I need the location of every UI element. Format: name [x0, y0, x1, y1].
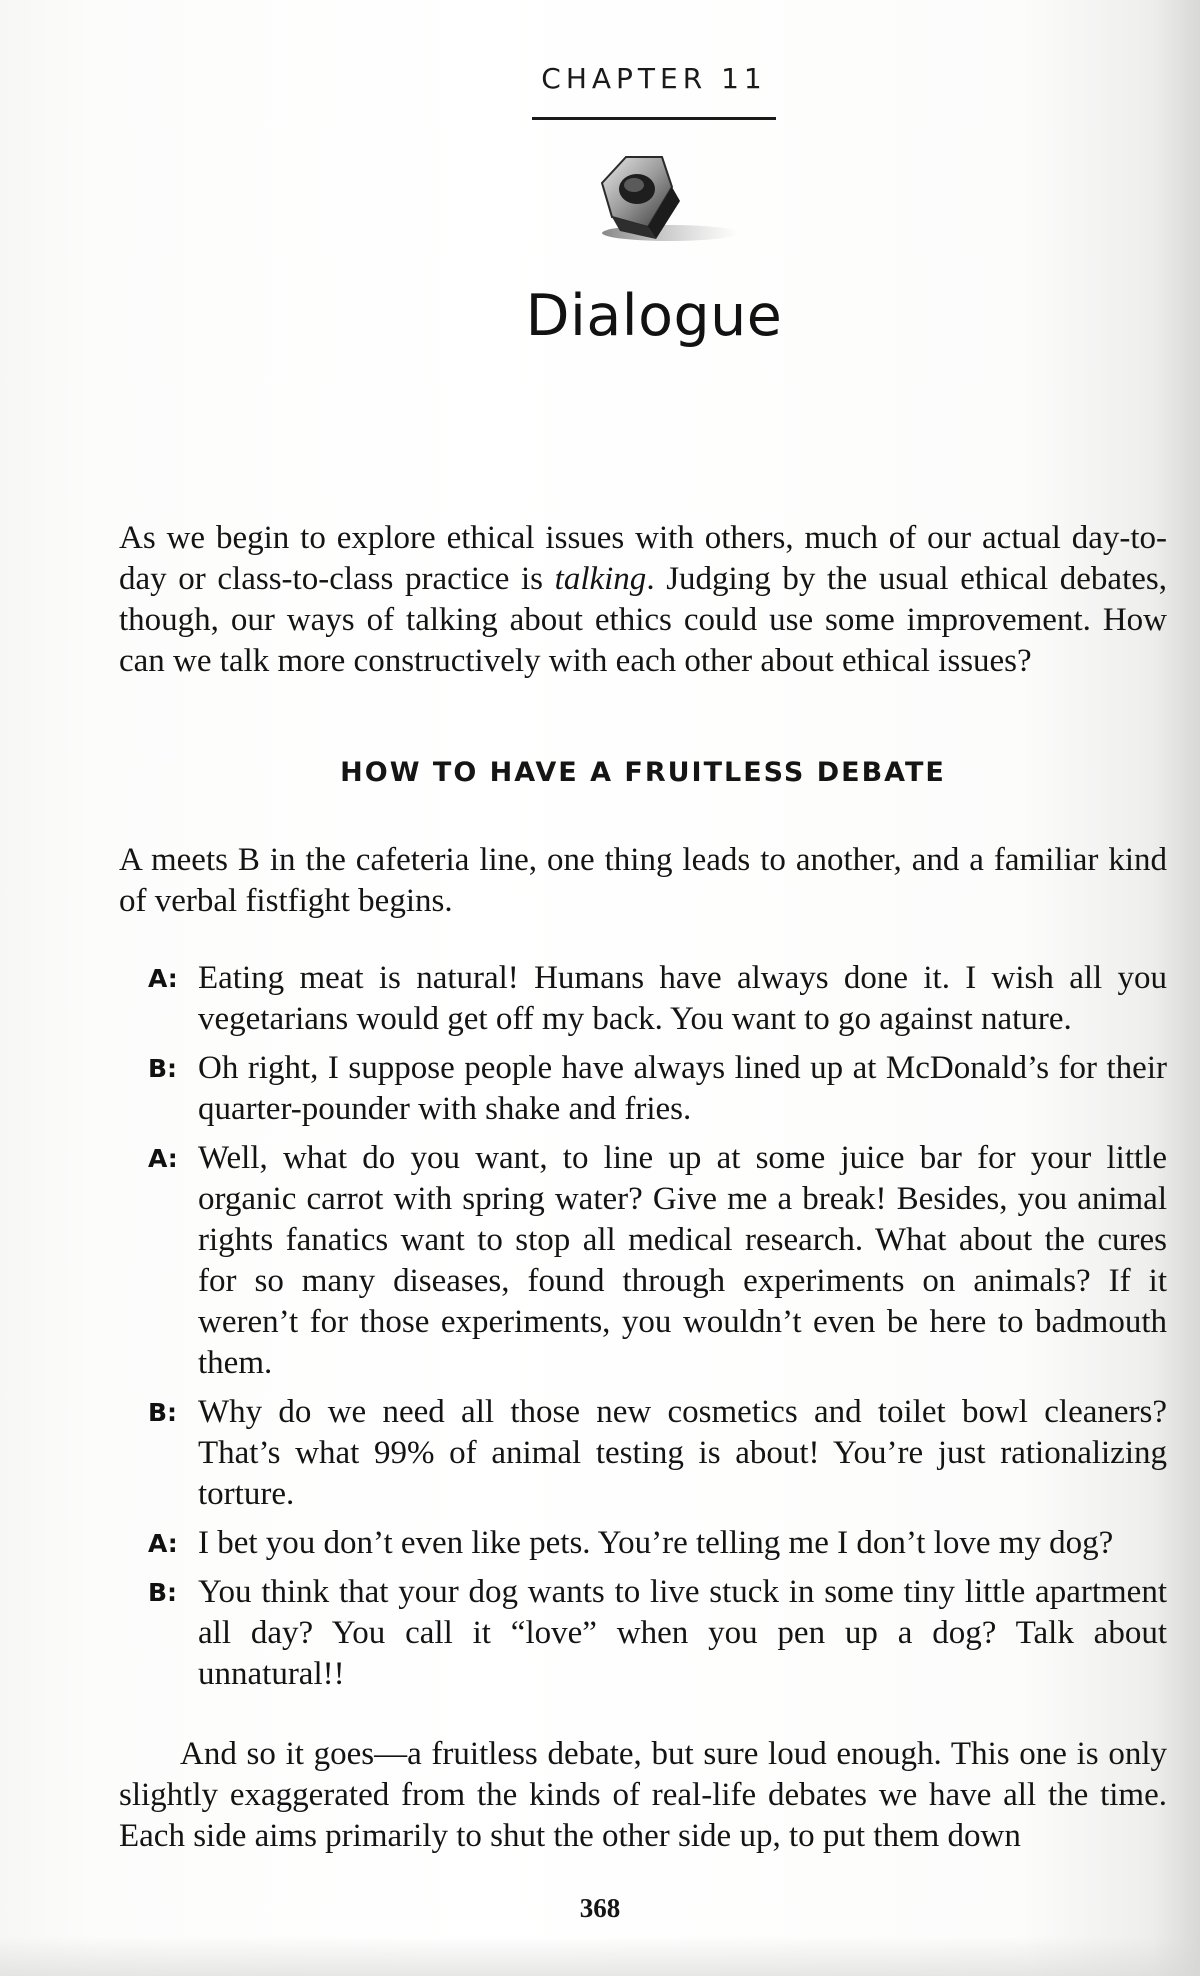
dialogue-turn [148, 1048, 1167, 1130]
dialogue-turn [148, 1392, 1167, 1515]
page-number: 368 [579, 1893, 621, 1923]
intro-emphasis: talking [554, 561, 647, 597]
chapter-label: CHAPTER 11 [541, 62, 767, 95]
turn-text: Well, what do you want, to line up at some juice bar for your little organic carrot with spring water? Give me a break! Besides, you animal rights fanatics want to stop all medical research. What about the cures for so many diseases, found through experiments on animals? If it weren’t for those experiments, you wouldn’t even be here to badmouth them. [198, 1140, 1167, 1381]
chapter-rule [532, 117, 776, 120]
hex-nut-icon [590, 145, 750, 265]
speaker-label: B: [148, 1054, 178, 1083]
turn-text: Oh right, I suppose people have always lined up at McDonald’s for their quarter-pounder with shake and fries. [198, 1050, 1167, 1127]
speaker-label: B: [148, 1578, 178, 1607]
speaker-label: A: [148, 1144, 178, 1173]
dialogue-turn [148, 1138, 1167, 1384]
turn-text: Eating meat is natural! Humans have always done it. I wish all you vegetarians would get off my back. You want to go against nature. [198, 960, 1167, 1037]
dialogue-turn [148, 1523, 1167, 1564]
setup-paragraph: A meets B in the cafeteria line, one thing leads to another, and a familiar kind of verbal fistfight begins. [119, 842, 1167, 919]
intro-paragraph [119, 518, 1167, 682]
turn-text: You think that your dog wants to live stuck in some tiny little apartment all day? You call it “love” when you pen up a dog? Talk about unnatural!! [198, 1574, 1167, 1692]
dialogue-turn [148, 958, 1167, 1040]
speaker-label: A: [148, 1529, 178, 1558]
section-heading: HOW TO HAVE A FRUITLESS DEBATE [340, 757, 946, 788]
page-edge-shadow [0, 1936, 1200, 1976]
turn-text: I bet you don’t even like pets. You’re telling me I don’t love my dog? [198, 1525, 1114, 1561]
turn-text: Why do we need all those new cosmetics and toilet bowl cleaners? That’s what 99% of animal testing is about! You’re just rationalizing torture. [198, 1394, 1167, 1512]
dialogue-turn [148, 1572, 1167, 1695]
dialogue-list [148, 958, 1167, 1703]
intro-text-start: As we begin to explore ethical issues with others, much of our actual day-to-day or class-to-class practice is [119, 520, 1167, 597]
intro-text-end: . Judging by the usual ethical debates, though, our ways of talking about ethics could use some improvement. How can we talk more constructively with each other about ethical issues? [119, 561, 1167, 679]
speaker-label: A: [148, 964, 178, 993]
closing-paragraph: And so it goes—a fruitless debate, but sure loud enough. This one is only slightly exaggerated from the kinds of real-life debates we have all the time. Each side aims primarily to shut the other side up, to put them down [119, 1736, 1167, 1854]
chapter-title: Dialogue [525, 283, 783, 349]
speaker-label: B: [148, 1398, 178, 1427]
